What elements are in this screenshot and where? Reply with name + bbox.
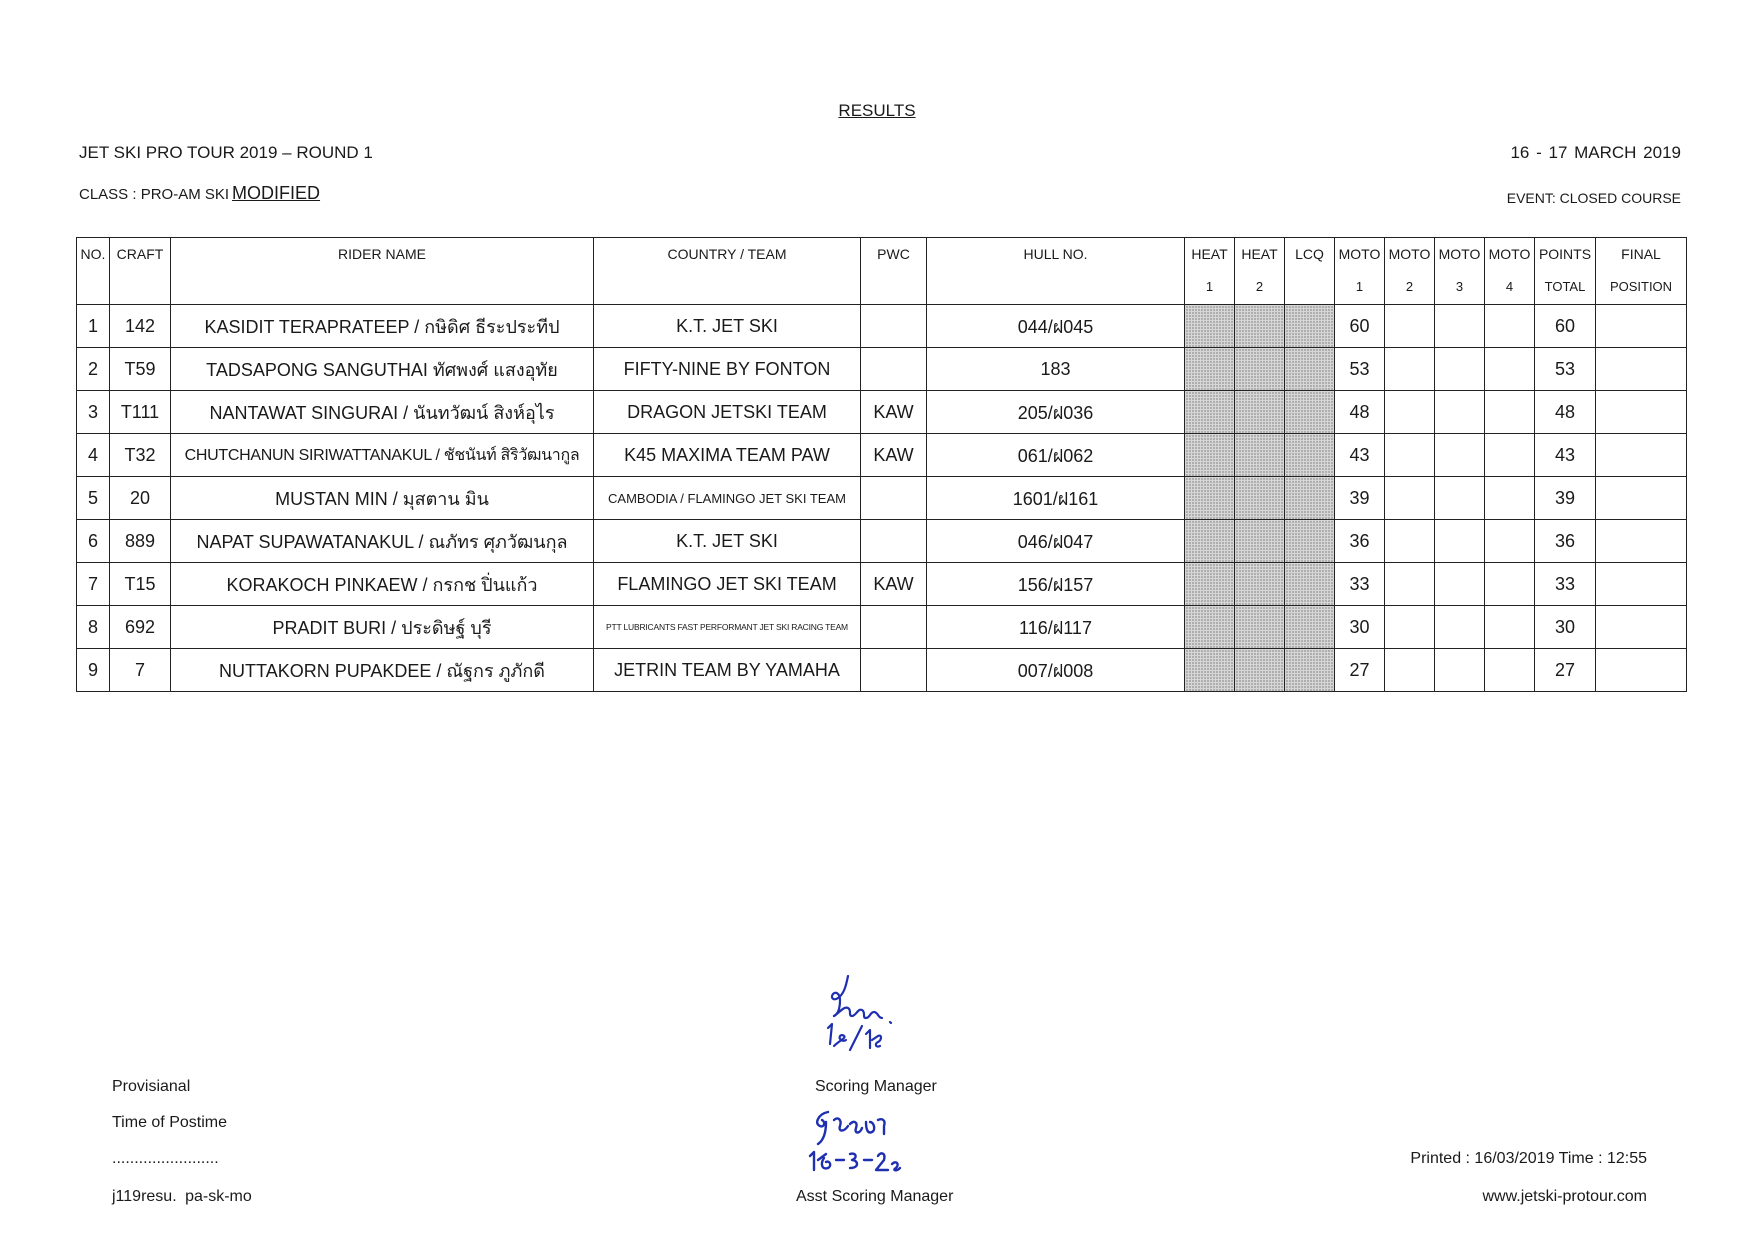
column-header-title: MOTO (1388, 246, 1431, 262)
event-type: EVENT: CLOSED COURSE (1506, 190, 1681, 206)
cell-heat-2 (1235, 305, 1285, 348)
cell-final-position (1596, 563, 1687, 606)
event-title: JET SKI PRO TOUR 2019 – ROUND 1 (79, 143, 373, 162)
cell-lcq (1285, 563, 1335, 606)
table-row (77, 520, 1687, 563)
cell-hull-no: 156/ฝ157 (927, 563, 1185, 606)
column-header (1185, 238, 1235, 305)
cell-no: 5 (77, 477, 110, 520)
cell-lcq (1285, 348, 1335, 391)
cell-heat-2 (1235, 649, 1285, 692)
cell-moto-2 (1385, 348, 1435, 391)
cell-moto-3 (1435, 391, 1485, 434)
provisional-label: Provisianal (112, 1078, 191, 1095)
column-header-title: FINAL (1621, 246, 1661, 262)
cell-heat-1 (1185, 348, 1235, 391)
cell-rider-name: NUTTAKORN PUPAKDEE / ณัฐกร ภูภักดี (171, 649, 594, 692)
cell-final-position (1596, 348, 1687, 391)
cell-moto-2 (1385, 520, 1435, 563)
cell-moto-1: 60 (1335, 305, 1385, 348)
cell-pwc (861, 606, 927, 649)
cell-moto-2 (1385, 434, 1435, 477)
column-header-title: LCQ (1295, 246, 1324, 262)
cell-hull-no: 1601/ฝ161 (927, 477, 1185, 520)
cell-moto-3 (1435, 305, 1485, 348)
column-header (110, 238, 171, 305)
cell-team: K45 MAXIMA TEAM PAW (594, 434, 861, 477)
column-header-title: HEAT (1191, 246, 1228, 262)
cell-hull-no: 044/ฝ045 (927, 305, 1185, 348)
cell-moto-1: 36 (1335, 520, 1385, 563)
cell-lcq (1285, 434, 1335, 477)
cell-points-total: 60 (1535, 305, 1596, 348)
asst-scoring-manager-signature (804, 1104, 914, 1174)
cell-heat-2 (1235, 348, 1285, 391)
cell-moto-4 (1485, 477, 1535, 520)
column-header-title: CRAFT (116, 246, 164, 262)
cell-moto-2 (1385, 606, 1435, 649)
cell-moto-1: 30 (1335, 606, 1385, 649)
cell-moto-3 (1435, 563, 1485, 606)
cell-moto-1: 43 (1335, 434, 1385, 477)
cell-pwc: KAW (861, 563, 927, 606)
cell-craft: T15 (110, 563, 171, 606)
cell-team: K.T. JET SKI (594, 305, 861, 348)
cell-craft: 889 (110, 520, 171, 563)
cell-points-total: 36 (1535, 520, 1596, 563)
cell-moto-3 (1435, 348, 1485, 391)
column-header (927, 238, 1185, 305)
cell-moto-3 (1435, 520, 1485, 563)
column-header (77, 238, 110, 305)
cell-team: DRAGON JETSKI TEAM (594, 391, 861, 434)
cell-lcq (1285, 477, 1335, 520)
page-title: RESULTS (838, 101, 916, 120)
cell-no: 4 (77, 434, 110, 477)
cell-moto-4 (1485, 391, 1535, 434)
cell-lcq (1285, 391, 1335, 434)
cell-no: 7 (77, 563, 110, 606)
cell-no: 2 (77, 348, 110, 391)
cell-moto-2 (1385, 391, 1435, 434)
scoring-manager-signature (808, 968, 928, 1076)
cell-no: 1 (77, 305, 110, 348)
cell-rider-name: KASIDIT TERAPRATEEP / กษิดิศ ธีระประทีป (171, 305, 594, 348)
cell-no: 8 (77, 606, 110, 649)
cell-heat-2 (1235, 563, 1285, 606)
cell-heat-2 (1235, 391, 1285, 434)
column-header-subtitle: TOTAL (1544, 279, 1586, 294)
cell-points-total: 27 (1535, 649, 1596, 692)
cell-final-position (1596, 434, 1687, 477)
cell-craft: T59 (110, 348, 171, 391)
cell-no: 6 (77, 520, 110, 563)
cell-moto-2 (1385, 649, 1435, 692)
table-row (77, 434, 1687, 477)
table-row (77, 563, 1687, 606)
column-header (1596, 238, 1687, 305)
cell-heat-1 (1185, 649, 1235, 692)
cell-team: FIFTY-NINE BY FONTON (594, 348, 861, 391)
cell-moto-3 (1435, 649, 1485, 692)
cell-moto-1: 48 (1335, 391, 1385, 434)
cell-moto-4 (1485, 563, 1535, 606)
column-header (1285, 238, 1335, 305)
cell-lcq (1285, 606, 1335, 649)
cell-moto-1: 33 (1335, 563, 1385, 606)
cell-points-total: 39 (1535, 477, 1596, 520)
cell-heat-2 (1235, 477, 1285, 520)
cell-points-total: 33 (1535, 563, 1596, 606)
cell-final-position (1596, 391, 1687, 434)
column-header (171, 238, 594, 305)
cell-pwc: KAW (861, 434, 927, 477)
cell-heat-1 (1185, 305, 1235, 348)
cell-pwc (861, 649, 927, 692)
cell-heat-1 (1185, 520, 1235, 563)
cell-moto-4 (1485, 649, 1535, 692)
results-table (76, 237, 1687, 692)
cell-heat-2 (1235, 520, 1285, 563)
cell-moto-4 (1485, 520, 1535, 563)
cell-pwc (861, 477, 927, 520)
class-label: CLASS : PRO-AM SKI (79, 186, 230, 203)
cell-lcq (1285, 305, 1335, 348)
column-header-subtitle: 1 (1355, 279, 1364, 294)
cell-moto-4 (1485, 606, 1535, 649)
column-header-title: HEAT (1241, 246, 1278, 262)
column-header-title: NO. (80, 246, 106, 262)
cell-lcq (1285, 649, 1335, 692)
printed-timestamp: Printed : 16/03/2019 Time : 12:55 (1410, 1150, 1647, 1167)
cell-no: 3 (77, 391, 110, 434)
column-header-subtitle: 4 (1505, 279, 1514, 294)
cell-rider-name: PRADIT BURI / ประดิษฐ์ บุรี (171, 606, 594, 649)
column-header-title: PWC (877, 246, 910, 262)
cell-moto-3 (1435, 477, 1485, 520)
cell-rider-name: TADSAPONG SANGUTHAI ทัศพงศ์ แสงอุทัย (171, 348, 594, 391)
cell-heat-1 (1185, 391, 1235, 434)
cell-craft: T32 (110, 434, 171, 477)
cell-points-total: 53 (1535, 348, 1596, 391)
column-header-subtitle: 2 (1405, 279, 1414, 294)
column-header (1485, 238, 1535, 305)
class-value: MODIFIED (232, 183, 321, 203)
cell-points-total: 48 (1535, 391, 1596, 434)
cell-heat-1 (1185, 434, 1235, 477)
cell-final-position (1596, 305, 1687, 348)
column-header-subtitle: 3 (1455, 279, 1464, 294)
cell-moto-4 (1485, 305, 1535, 348)
cell-hull-no: 205/ฝ036 (927, 391, 1185, 434)
cell-heat-1 (1185, 477, 1235, 520)
column-header-subtitle: POSITION (1609, 279, 1673, 294)
cell-team: K.T. JET SKI (594, 520, 861, 563)
class-line (79, 183, 320, 204)
table-row (77, 391, 1687, 434)
cell-final-position (1596, 477, 1687, 520)
postime-blank: ........................ (112, 1150, 219, 1167)
cell-moto-2 (1385, 305, 1435, 348)
cell-team: JETRIN TEAM BY YAMAHA (594, 649, 861, 692)
cell-rider-name: CHUTCHANUN SIRIWATTANAKUL / ชัชนันท์ สิริวัฒนากูล (171, 434, 594, 477)
cell-heat-1 (1185, 563, 1235, 606)
column-header-title: MOTO (1338, 246, 1381, 262)
cell-team: FLAMINGO JET SKI TEAM (594, 563, 861, 606)
cell-rider-name: NAPAT SUPAWATANAKUL / ณภัทร ศุภวัฒนกุล (171, 520, 594, 563)
cell-moto-2 (1385, 563, 1435, 606)
column-header-subtitle: 2 (1255, 279, 1264, 294)
cell-craft: 142 (110, 305, 171, 348)
table-row (77, 477, 1687, 520)
cell-moto-1: 53 (1335, 348, 1385, 391)
column-header (861, 238, 927, 305)
column-header (1435, 238, 1485, 305)
table-header-row (77, 238, 1687, 305)
cell-pwc (861, 305, 927, 348)
cell-pwc (861, 348, 927, 391)
column-header-subtitle: 1 (1205, 279, 1214, 294)
cell-pwc (861, 520, 927, 563)
website-url: www.jetski-protour.com (1482, 1188, 1647, 1205)
cell-final-position (1596, 520, 1687, 563)
cell-rider-name: KORAKOCH PINKAEW / กรกช ปิ่นแก้ว (171, 563, 594, 606)
scoring-manager-label: Scoring Manager (815, 1078, 937, 1095)
cell-pwc: KAW (861, 391, 927, 434)
cell-craft: T111 (110, 391, 171, 434)
table-row (77, 606, 1687, 649)
cell-team: CAMBODIA / FLAMINGO JET SKI TEAM (594, 477, 861, 520)
cell-points-total: 43 (1535, 434, 1596, 477)
column-header (1335, 238, 1385, 305)
table-row (77, 649, 1687, 692)
cell-moto-1: 39 (1335, 477, 1385, 520)
asst-scoring-manager-label: Asst Scoring Manager (796, 1188, 954, 1205)
time-of-postime-label: Time of Postime (112, 1114, 227, 1131)
column-header-title: COUNTRY / TEAM (667, 246, 787, 262)
cell-heat-1 (1185, 606, 1235, 649)
cell-craft: 7 (110, 649, 171, 692)
cell-hull-no: 116/ฝ117 (927, 606, 1185, 649)
table-row (77, 348, 1687, 391)
cell-moto-4 (1485, 434, 1535, 477)
cell-lcq (1285, 520, 1335, 563)
cell-moto-1: 27 (1335, 649, 1385, 692)
cell-no: 9 (77, 649, 110, 692)
cell-craft: 20 (110, 477, 171, 520)
cell-moto-3 (1435, 606, 1485, 649)
column-header-title: MOTO (1488, 246, 1531, 262)
cell-moto-3 (1435, 434, 1485, 477)
cell-hull-no: 183 (927, 348, 1185, 391)
column-header (1385, 238, 1435, 305)
column-header-title: MOTO (1438, 246, 1481, 262)
cell-hull-no: 007/ฝ008 (927, 649, 1185, 692)
cell-heat-2 (1235, 606, 1285, 649)
cell-hull-no: 046/ฝ047 (927, 520, 1185, 563)
cell-points-total: 30 (1535, 606, 1596, 649)
cell-final-position (1596, 606, 1687, 649)
table-row (77, 305, 1687, 348)
cell-team: PTT LUBRICANTS FAST PERFORMANT JET SKI RACING TEAM (594, 606, 861, 649)
cell-moto-4 (1485, 348, 1535, 391)
column-header-title: POINTS (1538, 246, 1592, 262)
cell-rider-name: MUSTAN MIN / มุสตาน มิน (171, 477, 594, 520)
cell-heat-2 (1235, 434, 1285, 477)
table-body (77, 305, 1687, 692)
column-header-title: HULL NO. (1023, 246, 1088, 262)
file-code: j119resu. pa-sk-mo (112, 1188, 252, 1205)
column-header-title: RIDER NAME (338, 246, 426, 262)
cell-hull-no: 061/ฝ062 (927, 434, 1185, 477)
cell-moto-2 (1385, 477, 1435, 520)
cell-final-position (1596, 649, 1687, 692)
cell-craft: 692 (110, 606, 171, 649)
column-header (1235, 238, 1285, 305)
column-header (1535, 238, 1596, 305)
column-header (594, 238, 861, 305)
cell-rider-name: NANTAWAT SINGURAI / นันทวัฒน์ สิงห์อุไร (171, 391, 594, 434)
event-dates: 16 - 17 MARCH 2019 (1510, 143, 1681, 162)
